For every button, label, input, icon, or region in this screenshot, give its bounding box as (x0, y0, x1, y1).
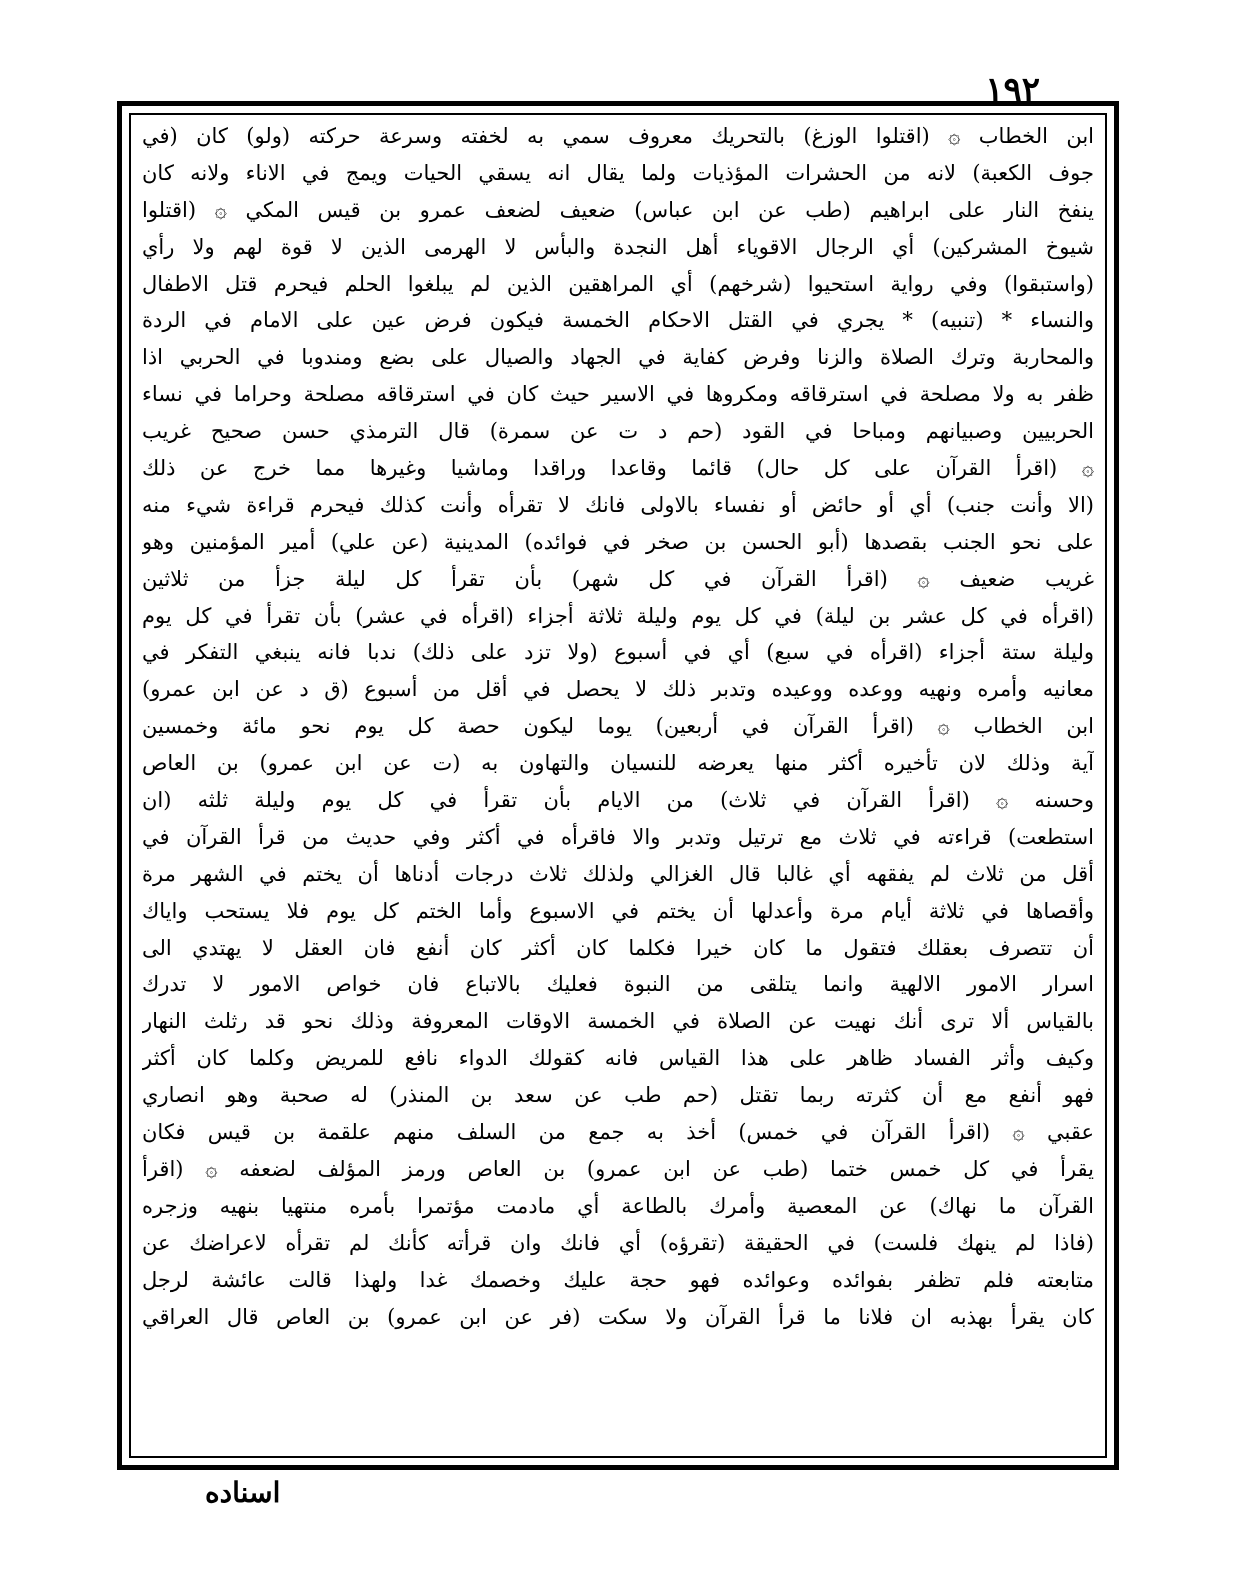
text-line: يقرأ في كل خمس ختما (طب عن ابن عمرو) بن العاص ورمز المؤلف لضعفه ۞ (اقرأ (142, 1156, 1094, 1181)
text-line: وكيف وأثر الفساد ظاهر على هذا القياس فانه كقولك الدواء نافع للمريض وكلما كان أكثر (142, 1046, 1094, 1071)
text-line: وأقصاها في ثلاثة أيام مرة وأعدلها أن يختم في الاسبوع وأما الختم كل يوم فلا يستحب واياك (142, 898, 1094, 923)
text-line: استطعت) قراءته في ثلاث مع ترتيل وتدبر والا فاقرأه في أكثر وفي حديث من قرأ القرآن في (142, 824, 1094, 849)
text-line: شيوخ المشركين) أي الرجال الاقوياء أهل النجدة والبأس لا الهرمى الذين لا قوة لهم ولا رأي (142, 234, 1094, 259)
text-line: ابن الخطاب ۞ (اقتلوا الوزغ) بالتحريك معروف سمي به لخفته وسرعة حركته (ولو) كان (في (142, 124, 1094, 148)
text-line: أقل من ثلاث لم يفقهه أي غالبا قال الغزالي ولذلك ثلاث درجات أدناها أن يختم في الشهر مرة (142, 861, 1094, 886)
text-line: كان يقرأ بهذبه ان فلانا ما قرأ القرآن ولا سكت (فر عن ابن عمرو) بن العاص قال العراقي (142, 1304, 1094, 1329)
text-line: (واستبقوا) وفي رواية استحيوا (شرخهم) أي المراهقين الذين لم يبلغوا الحلم فيحرم قتل الاطفال (142, 271, 1094, 296)
page-number: ١٩٢ (985, 70, 1040, 110)
text-line: ينفخ النار على ابراهيم (طب عن ابن عباس) ضعيف لضعف عمرو بن قيس المكي ۞ (اقتلوا (142, 197, 1094, 222)
text-line: فهو أنفع مع أن كثرته ربما تقتل (حم طب عن سعد بن المنذر) له صحبة وهو انصاري (142, 1083, 1094, 1108)
text-line: عقبي ۞ (اقرأ القرآن في خمس) أخذ به جمع من السلف منهم علقمة بن قيس فكان (142, 1120, 1094, 1145)
text-line: آية وذلك لان تأخيره أكثر منها يعرضه للنسيان والتهاون به (ت عن ابن عمرو) بن العاص (142, 751, 1094, 776)
text-line: والنساء * (تنبيه) * يجري في القتل الاحكام الخمسة فيكون فرض عين على الامام في الردة (142, 308, 1094, 333)
text-line: ابن الخطاب ۞ (اقرأ القرآن في أربعين) يوما ليكون حصة كل يوم نحو مائة وخمسين (142, 714, 1094, 739)
catchword: اسناده (205, 1476, 281, 1509)
text-line: القرآن ما نهاك) عن المعصية وأمرك بالطاعة أي مادمت مؤتمرا بأمره منتهيا بنهيه وزجره (142, 1193, 1094, 1218)
text-line: بالقياس ألا ترى أنك نهيت عن الصلاة في الخمسة الاوقات المعروفة وذلك نحو قد رثلث النهار (142, 1009, 1094, 1034)
text-line: ظفر به ولا مصلحة في استرقاقه ومكروها في الاسير حيث كان في استرقاقه مصلحة وحراما في نساء (142, 382, 1094, 407)
text-line: (الا وأنت جنب) أي أو حائض أو نفساء بالاولى فانك لا تقرأه وأنت كذلك فيحرم قراءة شيء منه (142, 492, 1094, 517)
text-line: أن تتصرف بعقلك فتقول ما كان خيرا فكلما كان أكثر كان أنفع فان العقل لا يهتدي الى (142, 935, 1094, 960)
text-line: معانيه وأمره ونهيه ووعده ووعيده وتدبر ذلك لا يحصل في أقل من أسبوع (ق د عن ابن عمرو) (142, 677, 1094, 702)
text-line: وحسنه ۞ (اقرأ القرآن في ثلاث) من الايام بأن تقرأ في كل يوم وليلة ثلثه (ان (142, 788, 1094, 813)
text-line: متابعته فلم تظفر بفوائده وعوائده فهو حجة عليك وخصمك غدا ولهذا قالت عائشة لرجل (142, 1267, 1094, 1292)
text-line: (فاذا لم ينهك فلست) في الحقيقة (تقرؤه) أي فانك وان قرأته كأنك لم تقرأه لاعراضك عن (142, 1230, 1094, 1255)
text-line: جوف الكعبة) لانه من الحشرات المؤذيات ولما يقال انه يسقي الحيات ويمج في الاناء ولانه كان (142, 160, 1094, 185)
text-block (142, 118, 1094, 1453)
text-line: غريب ضعيف ۞ (اقرأ القرآن في كل شهر) بأن تقرأ كل ليلة جزأ من ثلاثين (142, 566, 1094, 591)
text-line: ۞ (اقرأ القرآن على كل حال) قائما وقاعدا وراقدا وماشيا وغيرها مما خرج عن ذلك (142, 456, 1094, 481)
text-line: الحربيين وصبيانهم ومباحا في القود (حم د ت عن سمرة) قال الترمذي حسن صحيح غريب (142, 419, 1094, 444)
text-line: والمحاربة وترك الصلاة والزنا وفرض كفاية في الجهاد والصيال على بضع ومندوبا في الحربي اذا (142, 345, 1094, 370)
text-line: على نحو الجنب بقصدها (أبو الحسن بن صخر في فوائده) المدينية (عن علي) أمير المؤمنين وهو (142, 529, 1094, 554)
text-line: (اقرأه في كل عشر بن ليلة) في كل يوم وليلة ثلاثة أجزاء (اقرأه في عشر) بأن تقرأ في كل يوم (142, 603, 1094, 628)
text-line: وليلة ستة أجزاء (اقرأه في سبع) أي في أسبوع (ولا تزد على ذلك) ندبا فانه ينبغي التفكر في (142, 640, 1094, 665)
text-line: اسرار الامور الالهية وانما يتلقى من النبوة فعليك بالاتباع فان خواص الامور لا تدرك (142, 972, 1094, 997)
